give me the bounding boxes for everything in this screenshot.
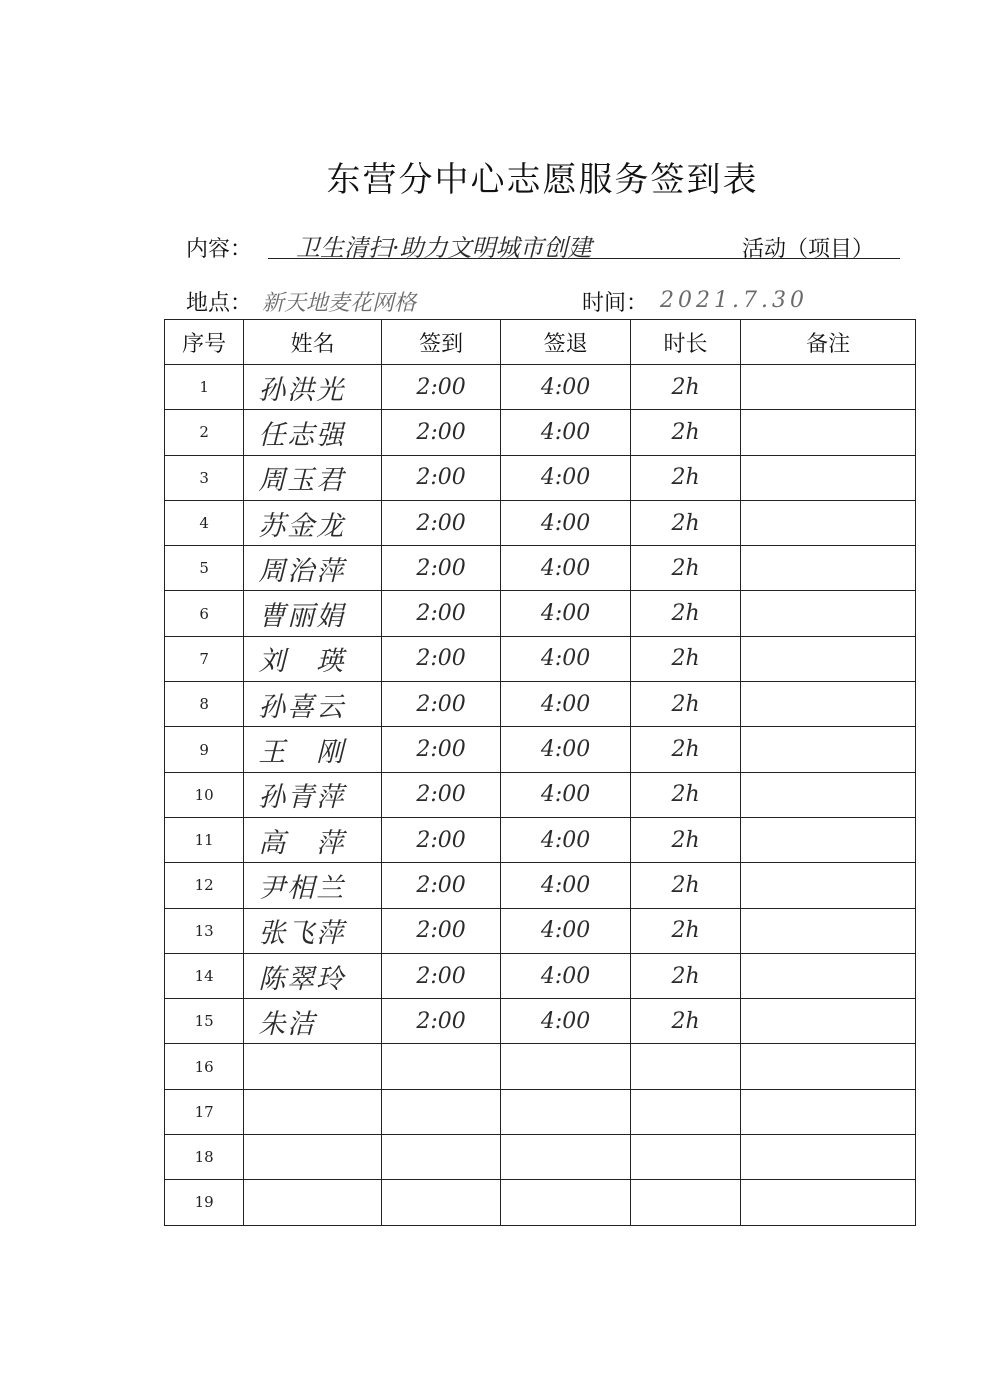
duration-cell: 2h	[630, 410, 740, 455]
sign-in-time-cell	[381, 1044, 500, 1089]
duration-cell: 2h	[630, 908, 740, 953]
sign-out-time-cell: 4:00	[501, 636, 631, 681]
sign-in-time-cell: 2:00	[381, 410, 500, 455]
row-number-cell: 10	[165, 772, 244, 817]
remarks-cell	[741, 591, 916, 636]
duration-cell: 2h	[630, 953, 740, 998]
time-value: 2021.7.30	[660, 288, 808, 313]
duration-cell	[630, 1089, 740, 1134]
table-row	[165, 546, 916, 591]
sign-out-time-cell	[501, 1135, 631, 1180]
sign-in-time-cell: 2:00	[381, 455, 500, 500]
sign-in-time-cell: 2:00	[381, 999, 500, 1044]
sign-out-time-cell: 4:00	[501, 591, 631, 636]
duration-cell: 2h	[630, 999, 740, 1044]
sign-out-time-cell: 4:00	[501, 999, 631, 1044]
duration-cell: 2h	[630, 500, 740, 545]
row-number-cell: 6	[165, 591, 244, 636]
row-number-cell: 19	[165, 1180, 244, 1225]
sign-in-time-cell: 2:00	[381, 591, 500, 636]
duration-cell: 2h	[630, 863, 740, 908]
sign-out-time-cell: 4:00	[501, 682, 631, 727]
sign-out-time-cell: 4:00	[501, 410, 631, 455]
duration-cell: 2h	[630, 365, 740, 410]
remarks-cell	[741, 455, 916, 500]
time-label: 时间：	[582, 291, 649, 316]
duration-cell: 2h	[630, 727, 740, 772]
column-header-duration: 时长	[630, 320, 740, 365]
table-row	[165, 863, 916, 908]
volunteer-name-cell	[244, 1044, 382, 1089]
row-number-cell: 9	[165, 727, 244, 772]
column-header-seq: 序号	[165, 320, 244, 365]
row-number-cell: 17	[165, 1089, 244, 1134]
volunteer-name-cell: 曹丽娟	[244, 591, 382, 636]
activity-label: 活动（项目）	[742, 237, 875, 262]
column-header-sign-out: 签退	[501, 320, 631, 365]
table-row	[165, 500, 916, 545]
form-title: 东营分中心志愿服务签到表	[326, 160, 759, 200]
table-row	[165, 817, 916, 862]
sign-in-time-cell: 2:00	[381, 908, 500, 953]
row-number-cell: 3	[165, 455, 244, 500]
sign-in-time-cell	[381, 1089, 500, 1134]
sign-in-time-cell: 2:00	[381, 772, 500, 817]
remarks-cell	[741, 682, 916, 727]
remarks-cell	[741, 817, 916, 862]
remarks-cell	[741, 365, 916, 410]
sign-out-time-cell: 4:00	[501, 365, 631, 410]
row-number-cell: 1	[165, 365, 244, 410]
remarks-cell	[741, 772, 916, 817]
remarks-cell	[741, 410, 916, 455]
volunteer-name-cell: 任志强	[244, 410, 382, 455]
remarks-cell	[741, 1180, 916, 1225]
duration-cell: 2h	[630, 817, 740, 862]
volunteer-name-cell: 张飞萍	[244, 908, 382, 953]
sign-in-time-cell: 2:00	[381, 727, 500, 772]
column-header-name: 姓名	[244, 320, 382, 365]
table-row	[165, 772, 916, 817]
table-row	[165, 410, 916, 455]
table-row	[165, 999, 916, 1044]
volunteer-name-cell: 周治萍	[244, 546, 382, 591]
remarks-cell	[741, 1089, 916, 1134]
remarks-cell	[741, 546, 916, 591]
sign-out-time-cell	[501, 1089, 631, 1134]
remarks-cell	[741, 1135, 916, 1180]
sign-in-time-cell: 2:00	[381, 365, 500, 410]
row-number-cell: 13	[165, 908, 244, 953]
remarks-cell	[741, 727, 916, 772]
sign-out-time-cell: 4:00	[501, 727, 631, 772]
duration-cell: 2h	[630, 636, 740, 681]
location-value: 新天地麦花网格	[262, 291, 417, 316]
duration-cell	[630, 1135, 740, 1180]
location-label: 地点：	[186, 291, 253, 316]
remarks-cell	[741, 500, 916, 545]
table-row	[165, 727, 916, 772]
row-number-cell: 8	[165, 682, 244, 727]
volunteer-name-cell: 王 刚	[244, 727, 382, 772]
volunteer-name-cell: 尹相兰	[244, 863, 382, 908]
volunteer-name-cell: 孙青萍	[244, 772, 382, 817]
duration-cell: 2h	[630, 772, 740, 817]
sign-out-time-cell: 4:00	[501, 817, 631, 862]
duration-cell: 2h	[630, 455, 740, 500]
column-header-remarks: 备注	[741, 320, 916, 365]
row-number-cell: 11	[165, 817, 244, 862]
table-row	[165, 908, 916, 953]
table-row	[165, 636, 916, 681]
duration-cell: 2h	[630, 591, 740, 636]
table-row	[165, 682, 916, 727]
sign-out-time-cell: 4:00	[501, 908, 631, 953]
sign-in-time-cell: 2:00	[381, 817, 500, 862]
table-row	[165, 953, 916, 998]
volunteer-name-cell	[244, 1089, 382, 1134]
remarks-cell	[741, 908, 916, 953]
row-number-cell: 12	[165, 863, 244, 908]
table-row	[165, 1180, 916, 1225]
remarks-cell	[741, 863, 916, 908]
content-value: 卫生清扫·助力文明城市创建	[296, 234, 592, 262]
remarks-cell	[741, 953, 916, 998]
sign-out-time-cell	[501, 1180, 631, 1225]
volunteer-name-cell	[244, 1180, 382, 1225]
sign-in-time-cell: 2:00	[381, 863, 500, 908]
sign-in-time-cell: 2:00	[381, 636, 500, 681]
sign-out-time-cell: 4:00	[501, 863, 631, 908]
sign-out-time-cell	[501, 1044, 631, 1089]
row-number-cell: 14	[165, 953, 244, 998]
content-label: 内容：	[186, 237, 253, 262]
row-number-cell: 7	[165, 636, 244, 681]
table-header-row	[165, 320, 916, 365]
sign-out-time-cell: 4:00	[501, 772, 631, 817]
volunteer-name-cell: 陈翠玲	[244, 953, 382, 998]
table-row	[165, 1089, 916, 1134]
sign-out-time-cell: 4:00	[501, 455, 631, 500]
sign-in-table	[164, 319, 916, 1226]
sign-out-time-cell: 4:00	[501, 500, 631, 545]
table-row	[165, 591, 916, 636]
volunteer-name-cell: 周玉君	[244, 455, 382, 500]
remarks-cell	[741, 1044, 916, 1089]
sign-out-time-cell: 4:00	[501, 546, 631, 591]
table-row	[165, 455, 916, 500]
row-number-cell: 16	[165, 1044, 244, 1089]
column-header-sign-in: 签到	[381, 320, 500, 365]
sign-in-time-cell	[381, 1135, 500, 1180]
row-number-cell: 5	[165, 546, 244, 591]
table-row	[165, 1044, 916, 1089]
sign-in-time-cell: 2:00	[381, 953, 500, 998]
volunteer-name-cell: 孙洪光	[244, 365, 382, 410]
table-row	[165, 365, 916, 410]
sign-out-time-cell: 4:00	[501, 953, 631, 998]
sign-in-time-cell: 2:00	[381, 682, 500, 727]
remarks-cell	[741, 999, 916, 1044]
sign-in-time-cell: 2:00	[381, 546, 500, 591]
duration-cell	[630, 1044, 740, 1089]
row-number-cell: 4	[165, 500, 244, 545]
volunteer-name-cell: 孙喜云	[244, 682, 382, 727]
table-row	[165, 1135, 916, 1180]
volunteer-name-cell: 高 萍	[244, 817, 382, 862]
row-number-cell: 2	[165, 410, 244, 455]
row-number-cell: 15	[165, 999, 244, 1044]
sign-in-time-cell	[381, 1180, 500, 1225]
volunteer-name-cell	[244, 1135, 382, 1180]
row-number-cell: 18	[165, 1135, 244, 1180]
duration-cell: 2h	[630, 546, 740, 591]
sign-in-time-cell: 2:00	[381, 500, 500, 545]
volunteer-name-cell: 朱洁	[244, 999, 382, 1044]
volunteer-name-cell: 刘 瑛	[244, 636, 382, 681]
remarks-cell	[741, 636, 916, 681]
duration-cell: 2h	[630, 682, 740, 727]
volunteer-name-cell: 苏金龙	[244, 500, 382, 545]
duration-cell	[630, 1180, 740, 1225]
